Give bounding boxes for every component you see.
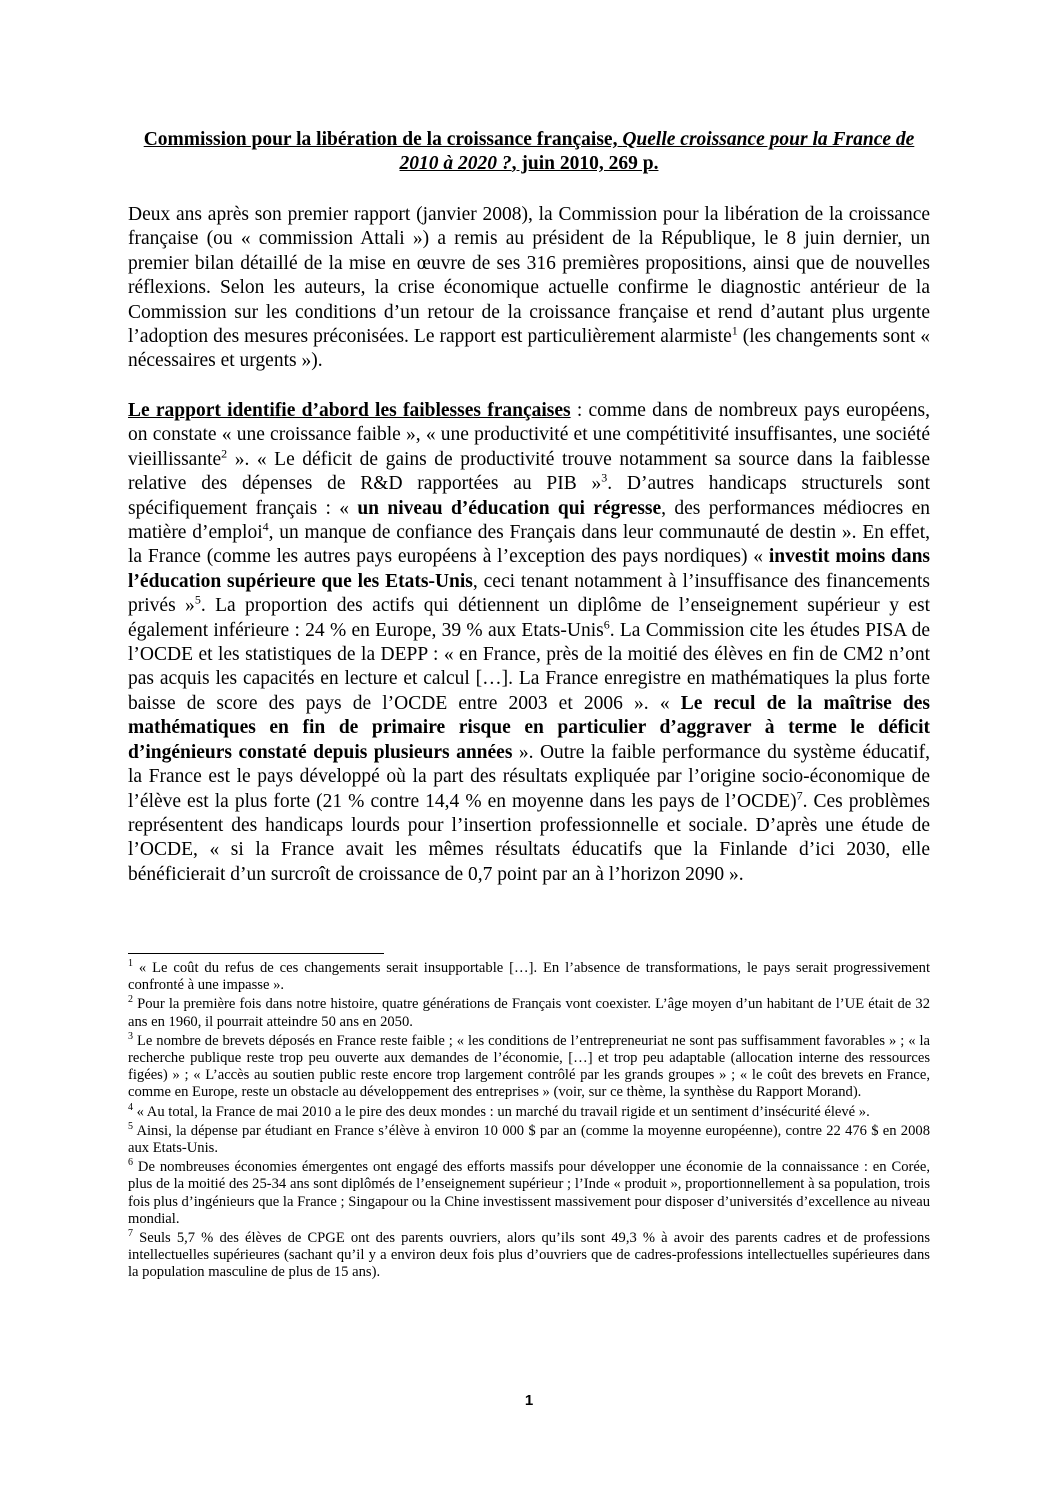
text-segment: . La proportion des actifs qui détiennent un diplôme de l’enseignement supérieur y est également inférieure : 24 % en Europe, 39 % aux Etats-Unis xyxy=(128,595,931,641)
footnote xyxy=(128,960,930,994)
footnote xyxy=(128,1159,930,1228)
page-number: 1 xyxy=(524,1392,534,1409)
paragraph-intro-end: (les changements sont « nécessaires et urgents »). xyxy=(128,326,930,372)
text-segment: : comme dans de nombreux pays européens, on constate « une croissance faible », « une productivité et une compétitivité insuffisantes, une société vieillissante xyxy=(128,400,931,470)
footnote-separator xyxy=(128,953,384,954)
text-segment: . D’autres handicaps structurels sont spécifiquement français : « xyxy=(128,473,931,519)
footnote-text: « Le coût du refus de ces changements serait insupportable […]. En l’absence de transformations, le pays serait progressivement confronté à une impasse ». xyxy=(128,960,930,994)
paragraph-weaknesses xyxy=(128,399,930,887)
footnote-text: Ainsi, la dépense par étudiant en France s’élève à environ 10 000 $ par an (comme la moyenne européenne), contre 22 476 $ en 2008 aux Etats-Unis. xyxy=(128,1122,930,1157)
title-part2: , juin 2010, 269 p. xyxy=(511,153,659,174)
footnote-text: Seuls 5,7 % des élèves de CPGE ont des parents ouvriers, alors qu’ils sont 49,3 % à avoir des parents cadres et de professions intellectuelles supérieures (sachant qu’il y a environ deux fois plus d’ouvriers que de cadres-professions intellectuelles supérieures dans la population masculine de plus de 15 ans). xyxy=(128,1230,930,1281)
footnote-text: « Au total, la France de mai 2010 a le pire des deux mondes : un marché du travail rigide et un sentiment d’insécurité élevé ». xyxy=(133,1103,870,1120)
paragraph-intro-text: Deux ans après son premier rapport (janvier 2008), la Commission pour la libération de la croissance française (ou « commission Attali ») a remis au président de la République, le 8 juin dernier, un premier bilan détaillé de la mise en œuvre de ses 316 premières propositions, ainsi que de nouvelles réflexions. Selon les auteurs, la crise économique actuelle confirme le diagnostic antérieur de la Commission sur les conditions d’un retour de la croissance française et rend d’autant plus urgente l’adoption des mesures préconisées. Le rapport est particulièrement alarmiste xyxy=(128,204,930,348)
text-segment: , ceci tenant notamment à l’insuffisance des financements privés » xyxy=(128,570,930,617)
title-italic: Quelle croissance pour la France de 2010 à 2020 ? xyxy=(399,129,915,174)
footnote-ref-1: 1 xyxy=(731,323,738,338)
footnote xyxy=(128,1230,930,1282)
footnotes xyxy=(128,960,930,1284)
text-segment: , des performances médiocres en matière d’emploi xyxy=(128,497,931,544)
text-segment: ». Outre la faible performance du système éducatif, la France est le pays développé où la part des résultats expliquée par l’origine socio-économique de l’élève est la plus forte (21 % contre 14,4 % en moyenne dans les pays de l’OCDE) xyxy=(128,741,931,812)
bold-segment: un niveau d’éducation qui régresse xyxy=(357,497,662,519)
footnote-number: 5 xyxy=(128,1120,133,1132)
text-segment: ». « Le déficit de gains de productivité trouve notamment sa source dans la faiblesse relative des dépenses de R&D rapportées au PIB » xyxy=(128,448,930,495)
footnote-number: 6 xyxy=(128,1157,133,1169)
footnote-ref-7: 7 xyxy=(796,788,803,802)
footnote xyxy=(128,1101,930,1121)
title-part1: Commission pour la libération de la croissance française, xyxy=(143,129,623,150)
footnote-ref-6: 6 xyxy=(603,617,610,632)
footnote xyxy=(128,996,930,1030)
footnote-ref-4: 4 xyxy=(262,519,269,534)
footnote xyxy=(128,1030,930,1102)
text-segment: . La Commission cite les études PISA de l’OCDE et les statistiques de la DEPP : « en France, près de la moitié des élèves en fin de CM2 n’ont pas acquis les capacités en lecture et calcul […]. La France enregistre en mathématiques la plus forte baisse de score des pays de l’OCDE entre 2003 et 2006 ». « xyxy=(128,619,930,714)
footnote xyxy=(128,1120,930,1157)
text-segment: , un manque de confiance des Français dans leur communauté de destin ». En effet, la France (comme les autres pays européens à l’exception des pays nordiques) « xyxy=(128,522,930,568)
footnote-text: De nombreuses économies émergentes ont engagé des efforts massifs pour développer une économie de la connaissance : en Corée, plus de la moitié des 25-34 ans sont diplômés de l’enseignement supérieur ; l’Inde « produit », proportionnellement à sa population, trois fois plus d’ingénieurs que la France ; Singapour ou la Chine investissent massivement pour disposer d’universités d’excellence au niveau mondial. xyxy=(128,1159,930,1227)
document-title xyxy=(128,128,930,176)
section-lead: Le rapport identifie d’abord les faiblesses françaises xyxy=(128,400,571,421)
footnote-text: Pour la première fois dans notre histoire, quatre générations de Français vont coexister. L’âge moyen d’un habitant de l’UE était de 32 ans en 1960, il pourrait atteindre 50 ans en 2050. xyxy=(128,996,930,1030)
paragraph-intro xyxy=(128,203,930,374)
bold-segment: Le recul de la maîtrise des mathématiques en fin de primaire risque en particulier d’aggraver à terme le déficit d’ingénieurs constaté depuis plusieurs années xyxy=(128,692,931,763)
footnote-number: 7 xyxy=(128,1228,133,1240)
footnote-ref-2: 2 xyxy=(221,446,228,461)
footnote-text: Le nombre de brevets déposés en France reste faible ; « les conditions de l’entrepreneuriat ne sont pas suffisamment favorables » ; « la recherche publique reste trop peu ouverte aux demandes de l’économie, […] et trop peu adaptable (allocation interne des ressources figées) » ; « L’accès au soutien public reste encore trop largement contrôlé par les grands groupes » ; « le coût des brevets en France, comme en Europe, reste un obstacle au développement des entreprises » (voir, sur ce thème, la synthèse du Rapport Morand). xyxy=(128,1032,930,1101)
bold-segment: investit moins dans l’éducation supérieure que les Etats-Unis xyxy=(128,546,931,592)
footnote-number: 1 xyxy=(128,958,133,970)
footnote-number: 3 xyxy=(128,1030,133,1042)
footnote-number: 4 xyxy=(128,1101,133,1113)
text-segment: . Ces problèmes représentent des handicaps lourds pour l’insertion professionnelle et sociale. D’après une étude de l’OCDE, « si la France avait les mêmes résultats éducatifs que la Finlande d’ici 2030, elle bénéficierait d’un surcroît de croissance de 0,7 point par an à l’horizon 2090 ». xyxy=(128,790,930,885)
footnote-ref-3: 3 xyxy=(601,470,608,485)
footnote-ref-5: 5 xyxy=(194,592,201,607)
footnote-number: 2 xyxy=(128,994,133,1006)
